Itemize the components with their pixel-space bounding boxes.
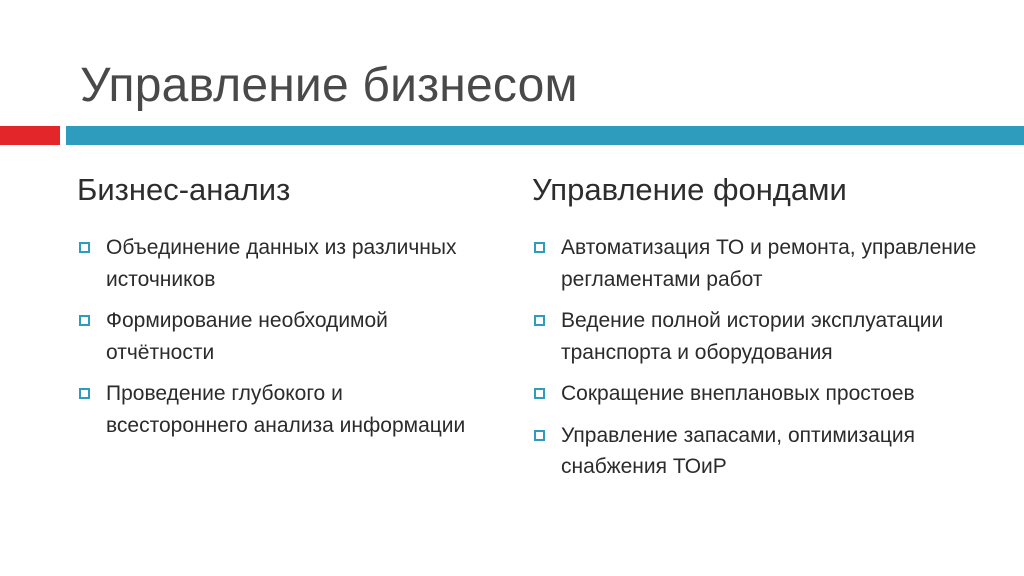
- column-asset-management: [530, 168, 1010, 493]
- list-item: [530, 378, 1010, 410]
- list-item: [75, 232, 475, 295]
- square-bullet-icon: [79, 388, 90, 399]
- bullet-list: [75, 232, 475, 441]
- column-business-analysis: [75, 168, 475, 451]
- list-item-text: Управление запасами, оптимизация снабжения ТОиР: [561, 423, 915, 478]
- list-item: [75, 378, 475, 441]
- column-heading: Управление фондами: [532, 172, 847, 207]
- list-item-text: Формирование необходимой отчётности: [106, 309, 388, 364]
- square-bullet-icon: [79, 315, 90, 326]
- slide-title: Управление бизнесом: [80, 59, 578, 112]
- list-item-text: Автоматизация ТО и ремонта, управление регламентами работ: [561, 236, 977, 291]
- list-item: [75, 305, 475, 368]
- list-item-text: Ведение полной истории эксплуатации транспорта и оборудования: [561, 309, 944, 364]
- column-heading: Бизнес-анализ: [77, 172, 291, 207]
- accent-bar-blue: [66, 126, 1024, 145]
- list-item-text: Проведение глубокого и всестороннего анализа информации: [106, 382, 466, 437]
- list-item: [530, 232, 1010, 295]
- square-bullet-icon: [534, 388, 545, 399]
- list-item: [530, 305, 1010, 368]
- list-item: [530, 420, 1010, 483]
- accent-bar-red: [0, 126, 60, 145]
- list-item-text: Объединение данных из различных источников: [106, 236, 457, 291]
- square-bullet-icon: [534, 242, 545, 253]
- square-bullet-icon: [534, 430, 545, 441]
- square-bullet-icon: [79, 242, 90, 253]
- square-bullet-icon: [534, 315, 545, 326]
- list-item-text: Сокращение внеплановых простоев: [561, 382, 915, 405]
- bullet-list: [530, 232, 1010, 483]
